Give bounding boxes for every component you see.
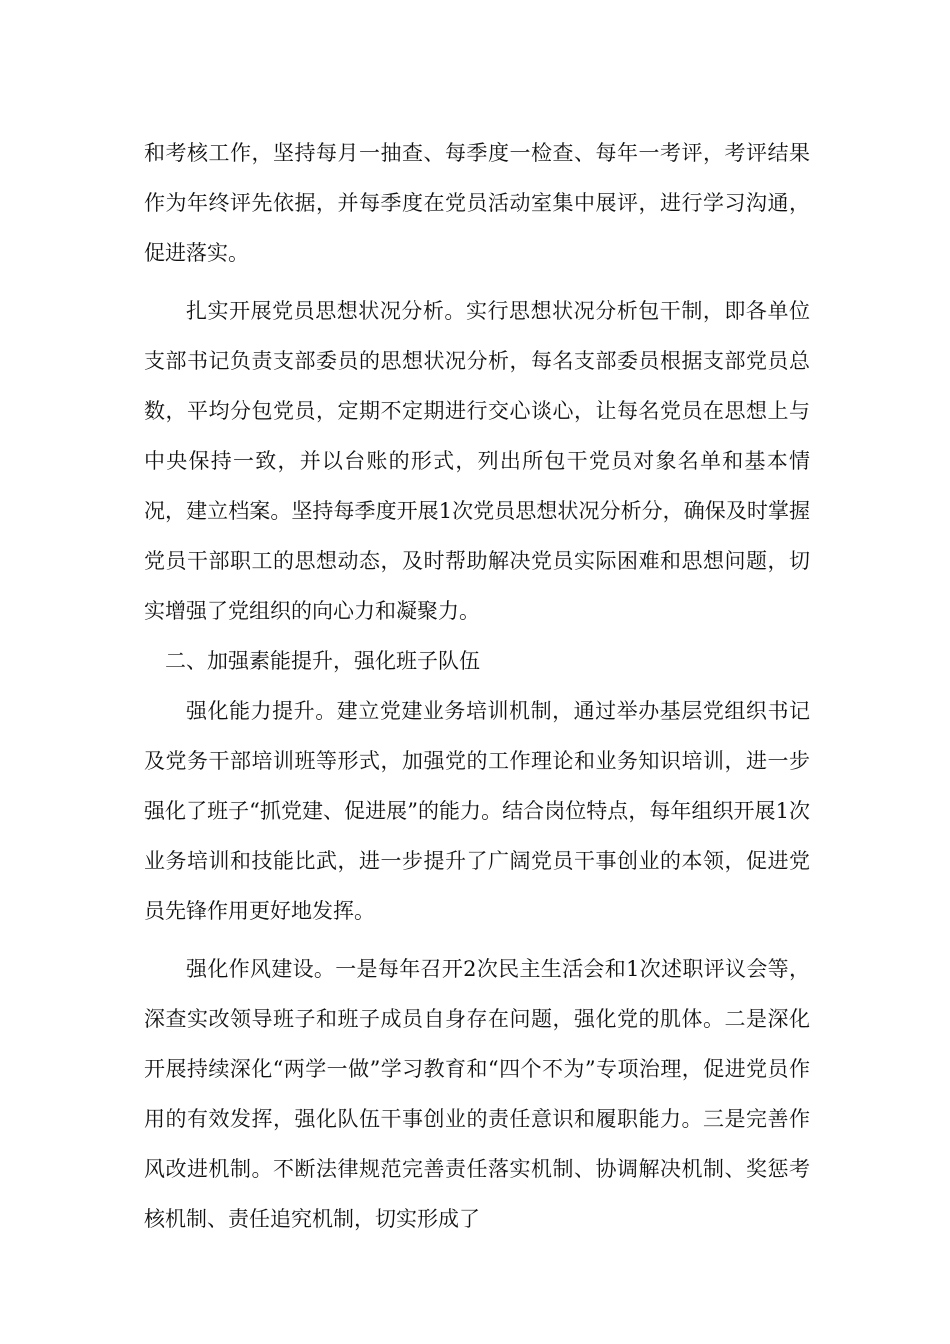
document-body [144, 128, 810, 1244]
paragraph-capability: 强化能力提升。建立党建业务培训机制，通过举办基层党组织书记及党务干部培训班等形式，加强党的工作理论和业务知识培训，进一步强化了班子“抓党建、促进展”的能力。结合岗位特点，每年组织开展1次业务培训和技能比武，进一步提升了广阔党员干事创业的本领，促进党员先锋作用更好地发挥。 [144, 699, 810, 923]
section-heading-two: 二、加强素能提升，强化班子队伍 [165, 649, 480, 673]
paragraph-continuation: 和考核工作，坚持每月一抽查、每季度一检查、每年一考评，考评结果作为年终评先依据，并每季度在党员活动室集中展评，进行学习沟通，促进落实。 [144, 141, 810, 265]
paragraph-work-style: 强化作风建设。一是每年召开2次民主生活会和1次述职评议会等，深查实改领导班子和班子成员自身存在问题，强化党的肌体。二是深化开展持续深化“两学一做”学习教育和“四个不为”专项治理，促进党员作用的有效发挥，强化队伍干事创业的责任意识和履职能力。三是完善作风改进机制。不断法律规范完善责任落实机制、协调解决机制、奖惩考核机制、责任追究机制，切实形成了 [144, 957, 810, 1231]
paragraph-thought-analysis: 扎实开展党员思想状况分析。实行思想状况分析包干制，即各单位支部书记负责支部委员的思想状况分析，每名支部委员根据支部党员总数，平均分包党员，定期不定期进行交心谈心，让每名党员在思想上与中央保持一致，并以台账的形式，列出所包干党员对象名单和基本情况，建立档案。坚持每季度开展1次党员思想状况分析分，确保及时掌握党员干部职工的思想动态，及时帮助解决党员实际困难和思想问题，切实增强了党组织的向心力和凝聚力。 [144, 299, 810, 623]
